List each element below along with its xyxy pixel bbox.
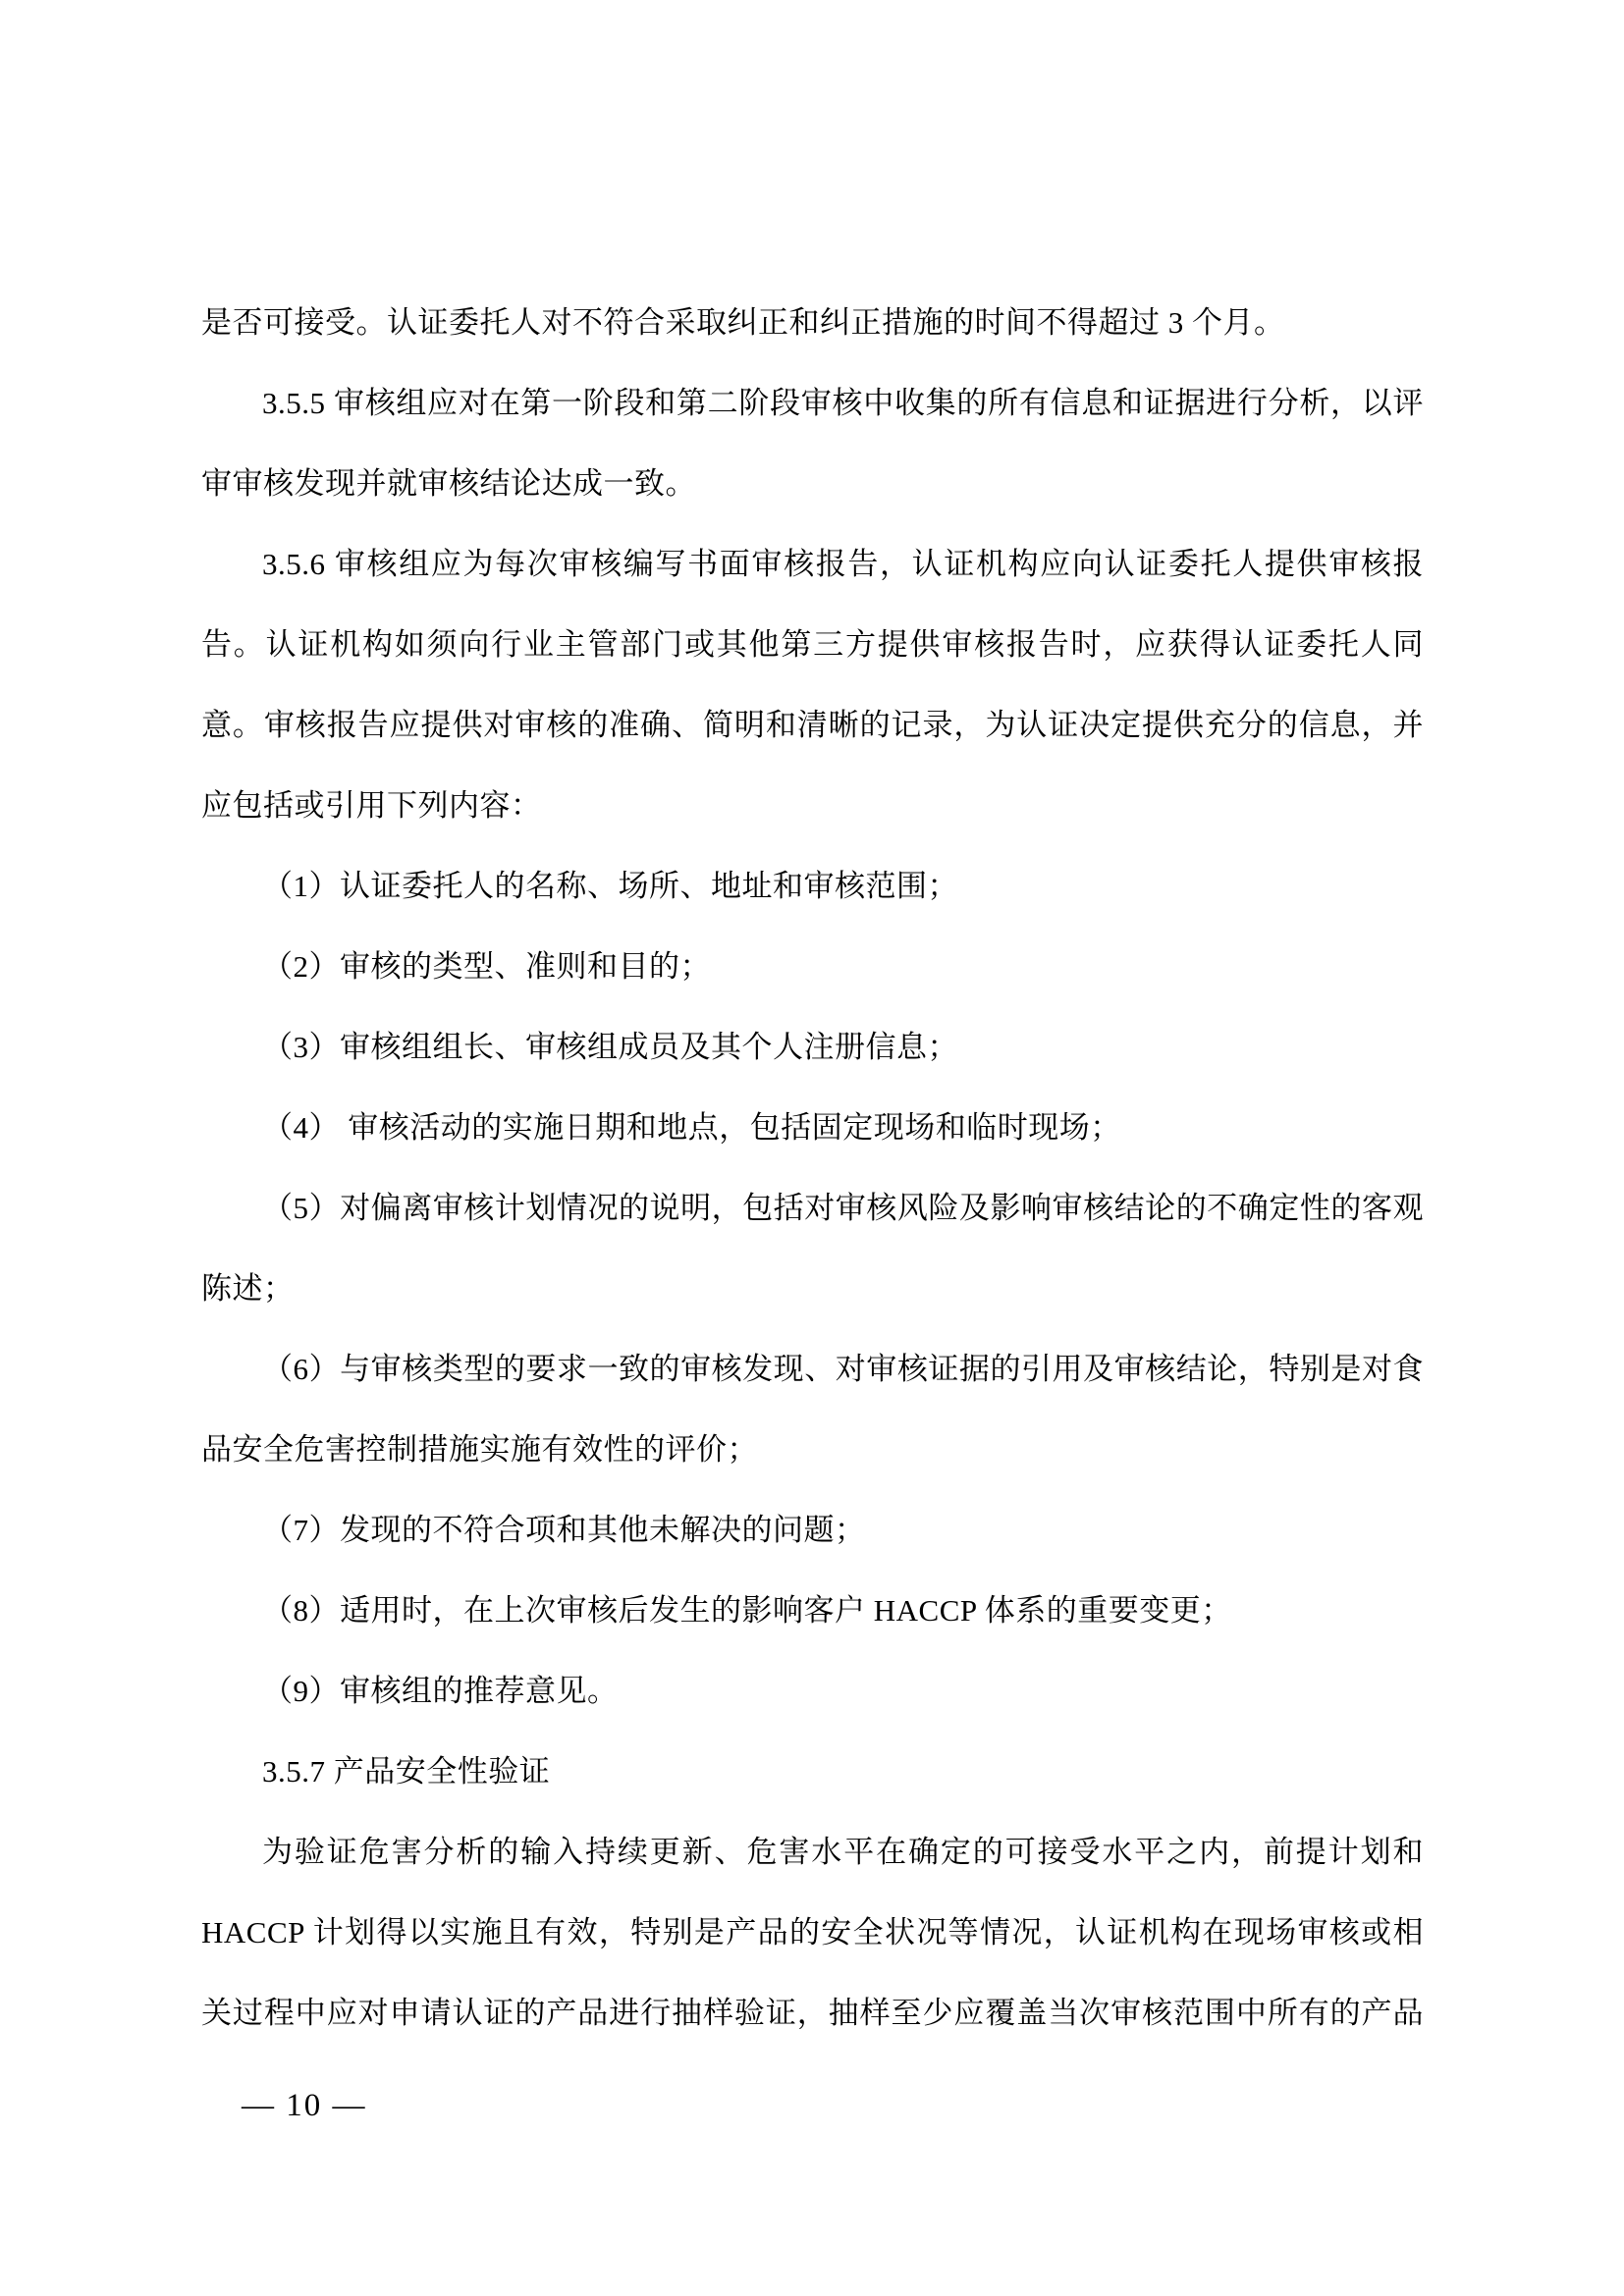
document-body: [201, 283, 1424, 2054]
list-item-3: （3）审核组组长、审核组成员及其个人注册信息；: [262, 1030, 958, 1064]
page-number: — 10 —: [242, 2088, 367, 2123]
list-item-5: （5）对偏离审核计划情况的说明，包括对审核风险及影响审核结论的不确定性的客观陈述；: [201, 1191, 1424, 1306]
list-item-8: （8）适用时，在上次审核后发生的影响客户 HACCP 体系的重要变更；: [262, 1593, 1232, 1628]
list-item-1: （1）认证委托人的名称、场所、地址和审核范围；: [262, 869, 958, 903]
list-item-4: （4） 审核活动的实施日期和地点，包括固定现场和临时现场；: [262, 1110, 1121, 1145]
list-item-7: （7）发现的不符合项和其他未解决的问题；: [262, 1513, 866, 1547]
heading-3-5-7: 3.5.7 产品安全性验证: [262, 1754, 551, 1789]
paragraph-3-5-5: 3.5.5 审核组应对在第一阶段和第二阶段审核中收集的所有信息和证据进行分析，以评审审核发现并就审核结论达成一致。: [201, 386, 1424, 501]
paragraph-product-safety-verification: 为验证危害分析的输入持续更新、危害水平在确定的可接受水平之内，前提计划和 HACCP 计划得以实施且有效，特别是产品的安全状况等情况，认证机构在现场审核或相关过程中应对申请认证的产品进行抽样验证，抽样至少应覆盖当次审核范围中所有的产品: [201, 1835, 1424, 2030]
list-item-6: （6）与审核类型的要求一致的审核发现、对审核证据的引用及审核结论，特别是对食品安全危害控制措施实施有效性的评价；: [201, 1352, 1424, 1467]
list-item-2: （2）审核的类型、准则和目的；: [262, 949, 711, 984]
paragraph-3-5-6: 3.5.6 审核组应为每次审核编写书面审核报告，认证机构应向认证委托人提供审核报告。认证机构如须向行业主管部门或其他第三方提供审核报告时，应获得认证委托人同意。审核报告应提供对审核的准确、简明和清晰的记录，为认证决定提供充分的信息，并应包括或引用下列内容：: [201, 547, 1424, 823]
paragraph-continuation: 是否可接受。认证委托人对不符合采取纠正和纠正措施的时间不得超过 3 个月。: [201, 305, 1285, 340]
list-item-9: （9）审核组的推荐意见。: [262, 1674, 619, 1708]
